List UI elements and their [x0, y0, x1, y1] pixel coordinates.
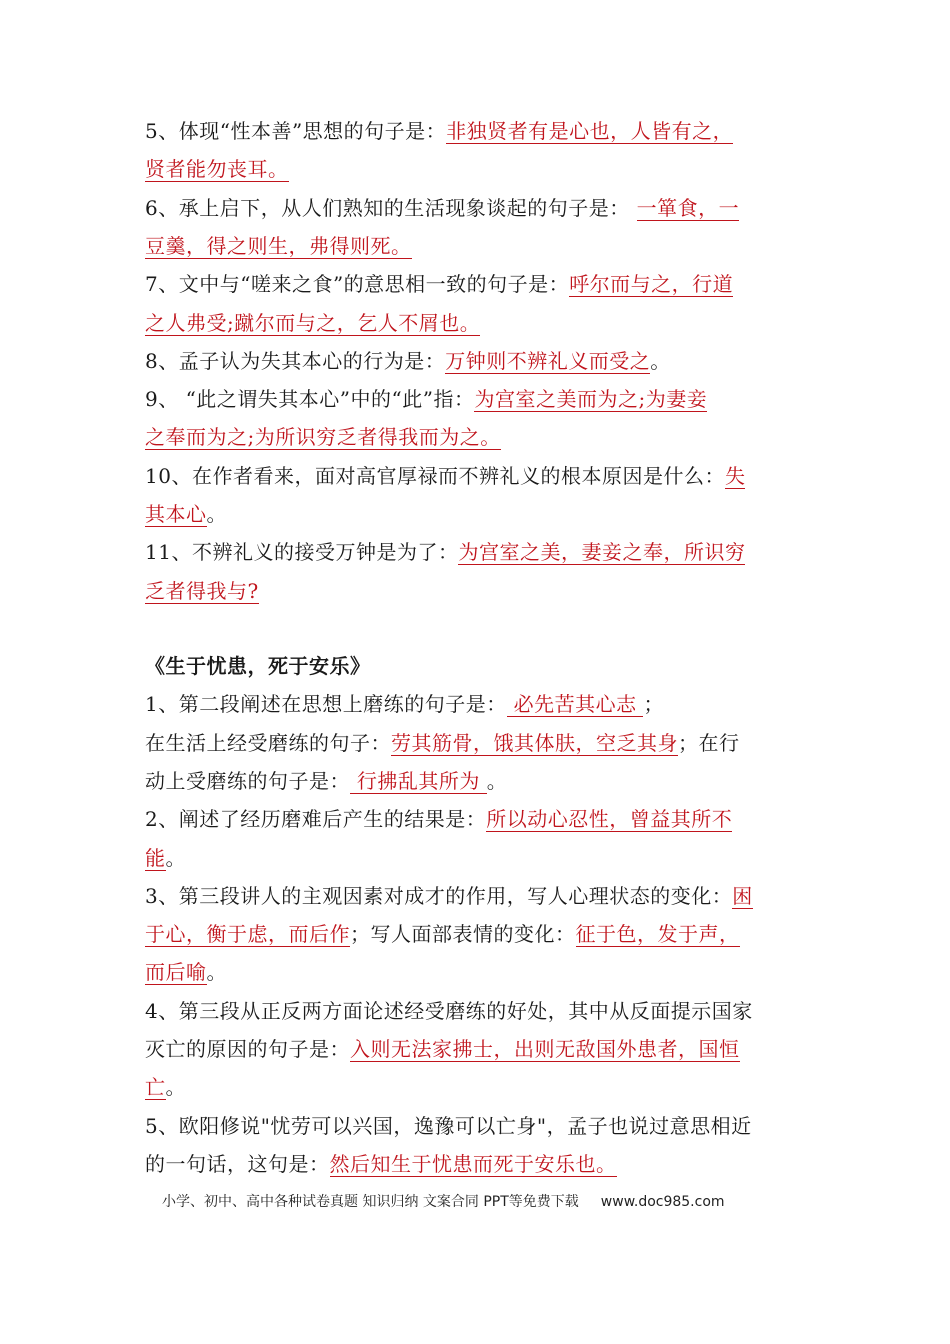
question-text: 在生活上经受磨练的句子：: [145, 730, 391, 755]
question-text: 。: [165, 1075, 186, 1100]
page-footer: [162, 1191, 725, 1211]
question-line: [145, 999, 753, 1023]
question-text: 1、第二段阐述在思想上磨练的句子是：: [145, 692, 507, 717]
question-text: 10、在作者看来，面对高官厚禄而不辨礼义的根本原因是什么：: [145, 463, 725, 488]
question-line: [145, 731, 740, 755]
question-text: 。: [206, 960, 227, 985]
question-text: 2、阐述了经历磨难后产生的结果是：: [145, 807, 487, 832]
question-text: 。: [206, 502, 227, 526]
answer-text: 能: [145, 845, 166, 870]
answer-text: 乏者得我与?: [145, 578, 259, 603]
section-title: 《生于忧患，死于安乐》: [145, 654, 371, 678]
question-line: [145, 272, 733, 296]
question-text: 8、孟子认为失其本心的行为是：: [145, 348, 446, 373]
question-line: [145, 425, 501, 449]
question-text: 11、不辨礼义的接受万钟是为了：: [145, 540, 459, 565]
answer-text: 所以动心忍性，曾益其所不: [486, 807, 733, 832]
answer-text: 失: [724, 463, 746, 488]
question-line: [145, 464, 745, 488]
answer-text: 而后喻: [145, 960, 207, 985]
question-line: [145, 807, 732, 831]
answer-text: 呼尔而与之，行道: [569, 272, 734, 297]
question-line: [145, 234, 412, 258]
question-line: [145, 540, 745, 564]
question-text: ；在行: [678, 730, 740, 755]
answer-text: 一箪食，一: [636, 195, 740, 220]
question-text: ；写人面部表情的变化：: [350, 922, 576, 947]
answer-text: 困: [732, 883, 753, 908]
question-text: 。: [650, 348, 671, 373]
question-text: 。: [486, 768, 508, 793]
question-line: [145, 1075, 186, 1099]
question-text: 3、第三段讲人的主观因素对成才的作用，写人心理状态的变化：: [145, 883, 733, 908]
question-line: [145, 922, 740, 946]
question-line: [145, 579, 259, 603]
question-line: [145, 196, 739, 220]
answer-text: 为宫室之美，妻妾之奉，所识穷: [458, 540, 746, 565]
question-line: [145, 1152, 617, 1176]
question-text: 灭亡的原因的句子是：: [145, 1037, 350, 1061]
question-line: [145, 349, 671, 373]
question-text: ；: [643, 692, 664, 717]
question-line: [145, 884, 753, 908]
answer-text: 于心，衡于虑，而后作: [145, 922, 350, 947]
question-text: 9、 “此之谓失其本心”中的“此”指：: [145, 387, 475, 412]
answer-text: 必先苦其心志: [506, 692, 644, 717]
answer-text: 亡: [145, 1075, 166, 1100]
question-text: 动上受磨练的句子是：: [145, 768, 350, 793]
question-line: [145, 692, 664, 716]
answer-text: 入则无法家拂士，出则无敌国外患者，国恒: [350, 1037, 740, 1061]
question-text: 4、第三段从正反两方面论述经受磨练的好处，其中从反面提示国家: [145, 998, 753, 1023]
question-line: [145, 311, 480, 335]
answer-text: 其本心: [145, 502, 207, 526]
question-line: [145, 502, 227, 526]
answer-text: 豆羹，得之则生，弗得则死。: [145, 233, 412, 258]
question-text: 5、体现“性本善”思想的句子是：: [145, 119, 447, 143]
question-text: 6、承上启下，从人们熟知的生活现象谈起的句子是：: [145, 195, 637, 220]
question-text: 的一句话，这句是：: [145, 1151, 330, 1176]
question-line: [145, 157, 289, 181]
question-text: 5、欧阳修说"忧劳可以兴国，逸豫可以亡身"，孟子也说过意思相近: [145, 1113, 752, 1138]
answer-text: 之人弗受;蹴尔而与之，乞人不屑也。: [145, 310, 481, 335]
answer-text: 为宫室之美而为之;为妻妾: [474, 387, 708, 412]
question-line: [145, 119, 733, 143]
answer-text: 之奉而为之;为所识穷乏者得我而为之。: [145, 425, 501, 450]
answer-text: 然后知生于忧患而死于安乐也。: [329, 1151, 617, 1176]
answer-text: 行拂乱其所为: [350, 768, 487, 793]
answer-text: 劳其筋骨，饿其体肤，空乏其身: [391, 730, 678, 755]
question-line: [145, 387, 707, 411]
footer-text: 小学、初中、高中各种试卷真题 知识归纳 文案合同 PPT等免费下载: [162, 1194, 579, 1210]
question-line: [145, 846, 186, 870]
answer-text: 征于色，发于声，: [575, 922, 740, 947]
footer-url: www.doc985.com: [600, 1194, 725, 1210]
question-line: [145, 1114, 752, 1138]
answer-text: 万钟则不辨礼义而受之: [445, 348, 651, 373]
question-line: [145, 1037, 740, 1061]
answer-text: 贤者能勿丧耳。: [145, 157, 289, 182]
question-text: 7、文中与“嗟来之食”的意思相一致的句子是：: [145, 272, 570, 297]
question-text: 。: [165, 845, 186, 870]
answer-text: 非独贤者有是心也，人皆有之，: [446, 119, 734, 143]
question-line: [145, 960, 227, 984]
question-line: [145, 769, 507, 793]
